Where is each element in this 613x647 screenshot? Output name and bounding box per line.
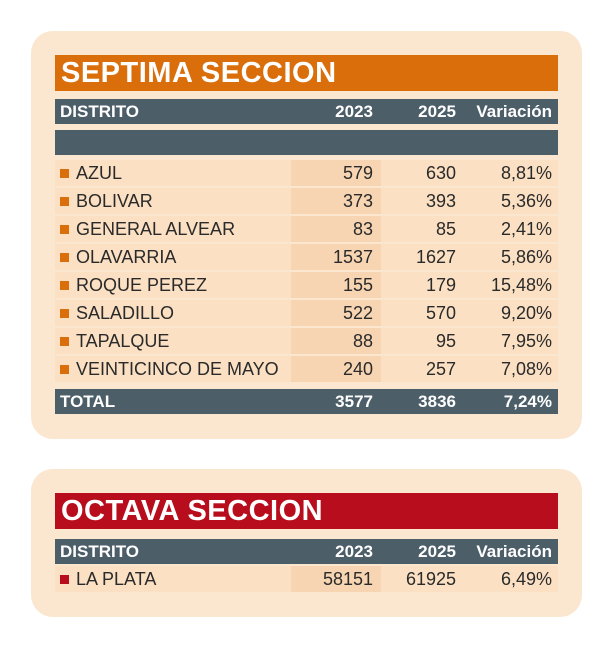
- distrito-cell: OLAVARRIA: [55, 244, 291, 270]
- total-label: TOTAL: [60, 392, 116, 411]
- header-distrito: DISTRITO: [60, 542, 140, 561]
- octava-seccion-card: [31, 469, 582, 617]
- value-2025-cell: 61925: [381, 566, 462, 592]
- value-2025-cell: 257: [381, 356, 462, 382]
- value-2023-cell: 579: [291, 160, 381, 186]
- value-2023-cell: 1537: [291, 244, 381, 270]
- value-2025-cell: 570: [381, 300, 462, 326]
- distrito-cell: LA PLATA: [55, 566, 291, 592]
- value-2023-cell: 373: [291, 188, 381, 214]
- septima-total-row: [55, 389, 558, 414]
- variacion-cell: 7,08%: [462, 356, 558, 382]
- square-bullet-icon: [60, 253, 69, 262]
- distrito-cell: ROQUE PEREZ: [55, 272, 291, 298]
- variacion-cell: 9,20%: [462, 300, 558, 326]
- table-row: [55, 328, 558, 354]
- table-row: [55, 160, 558, 186]
- square-bullet-icon: [60, 281, 69, 290]
- square-bullet-icon: [60, 169, 69, 178]
- header-2025: 2025: [418, 542, 456, 561]
- septima-title: SEPTIMA SECCION: [55, 55, 558, 91]
- distrito-cell: GENERAL ALVEAR: [55, 216, 291, 242]
- distrito-cell: VEINTICINCO DE MAYO: [55, 356, 291, 382]
- octava-title: OCTAVA SECCION: [55, 493, 558, 529]
- header-variacion: Variación: [476, 542, 552, 561]
- variacion-cell: 7,95%: [462, 328, 558, 354]
- value-2023-cell: 522: [291, 300, 381, 326]
- header-2023: 2023: [335, 102, 373, 121]
- table-row: [55, 272, 558, 298]
- value-2025-cell: 85: [381, 216, 462, 242]
- header-2025: 2025: [418, 102, 456, 121]
- table-row: [55, 188, 558, 214]
- distrito-cell: BOLIVAR: [55, 188, 291, 214]
- variacion-cell: 8,81%: [462, 160, 558, 186]
- value-2025-cell: 1627: [381, 244, 462, 270]
- table-row: [55, 356, 558, 382]
- table-row: [55, 566, 558, 592]
- value-2025-cell: 630: [381, 160, 462, 186]
- table-row: [55, 300, 558, 326]
- distrito-cell: AZUL: [55, 160, 291, 186]
- variacion-cell: 5,36%: [462, 188, 558, 214]
- septima-seccion-card: [31, 31, 582, 439]
- value-2023-cell: 240: [291, 356, 381, 382]
- header-distrito: DISTRITO: [60, 102, 140, 121]
- square-bullet-icon: [60, 197, 69, 206]
- table-row: [55, 216, 558, 242]
- value-2023-cell: 83: [291, 216, 381, 242]
- table-row: [55, 244, 558, 270]
- square-bullet-icon: [60, 575, 69, 584]
- square-bullet-icon: [60, 365, 69, 374]
- total-2025: 3836: [418, 392, 456, 411]
- distrito-cell: SALADILLO: [55, 300, 291, 326]
- variacion-cell: 2,41%: [462, 216, 558, 242]
- value-2023-cell: 155: [291, 272, 381, 298]
- septima-header-spacer: [55, 130, 558, 155]
- value-2025-cell: 95: [381, 328, 462, 354]
- square-bullet-icon: [60, 225, 69, 234]
- square-bullet-icon: [60, 309, 69, 318]
- value-2023-cell: 88: [291, 328, 381, 354]
- septima-header-row: [55, 99, 558, 124]
- variacion-cell: 15,48%: [462, 272, 558, 298]
- variacion-cell: 5,86%: [462, 244, 558, 270]
- header-variacion: Variación: [476, 102, 552, 121]
- value-2025-cell: 393: [381, 188, 462, 214]
- variacion-cell: 6,49%: [462, 566, 558, 592]
- total-variacion: 7,24%: [503, 392, 552, 411]
- distrito-cell: TAPALQUE: [55, 328, 291, 354]
- square-bullet-icon: [60, 337, 69, 346]
- octava-header-row: [55, 539, 558, 564]
- total-2023: 3577: [335, 392, 373, 411]
- value-2025-cell: 179: [381, 272, 462, 298]
- header-2023: 2023: [335, 542, 373, 561]
- value-2023-cell: 58151: [291, 566, 381, 592]
